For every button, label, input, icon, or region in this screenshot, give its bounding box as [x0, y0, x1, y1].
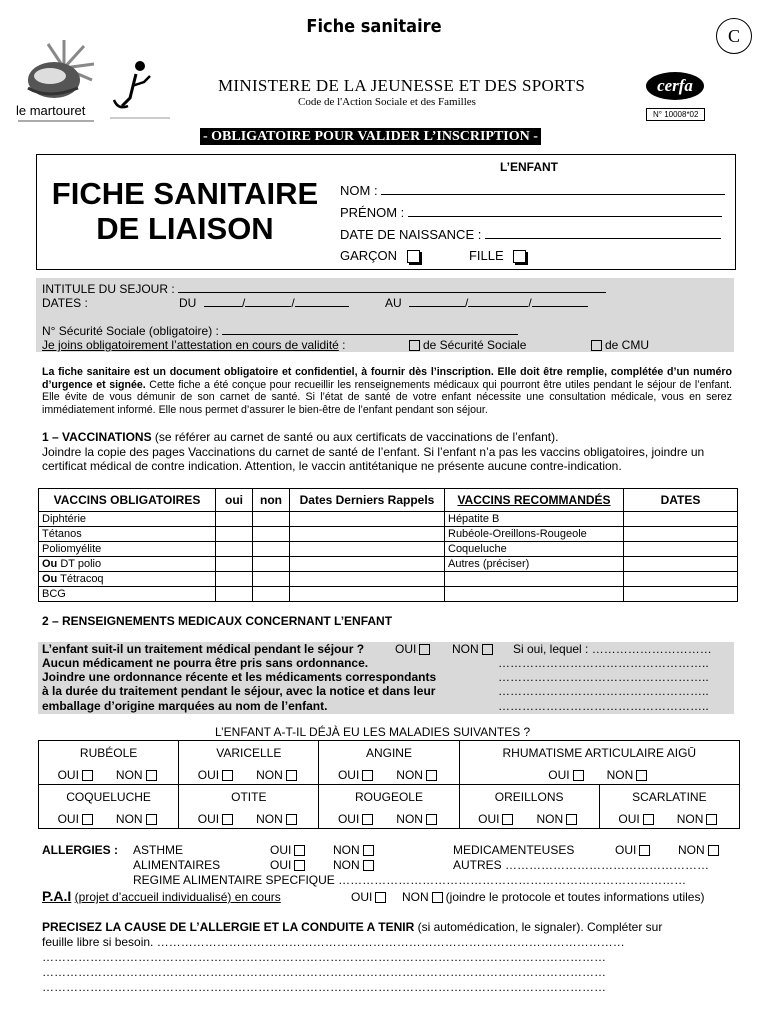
allergies-section: ALLERGIES : ASTHME OUI NON MEDICAMENTEUSES OUI NON ALIMENTAIRES OUI NON AUTRES …………………………………………… REGIME ALIMENTAIRE SPECFIQUE …………………………………………………………………………… — [42, 843, 742, 891]
maladie-non-checkbox[interactable] — [146, 770, 157, 781]
vaccin-date-cell[interactable] — [290, 557, 445, 572]
attestation-label: Je joins obligatoirement l’attestation en cours de validité — [42, 338, 339, 352]
vaccin-non-cell[interactable] — [253, 557, 290, 572]
si-oui-label: Si oui, lequel : — [513, 642, 589, 656]
traitement-question-row — [42, 642, 732, 656]
intitule-field[interactable] — [42, 282, 606, 296]
maladie-oui-checkbox[interactable] — [222, 814, 233, 825]
vaccin-recommande-date-cell[interactable] — [624, 542, 738, 557]
traitement-dots[interactable] — [498, 656, 709, 713]
maladie-oui-checkbox[interactable] — [222, 770, 233, 781]
intro-paragraph — [42, 366, 732, 416]
corner-circle-c — [716, 18, 752, 54]
vaccin-recommande-name: Coqueluche — [445, 542, 624, 557]
maladie-cell — [179, 785, 319, 829]
vaccin-date-cell[interactable] — [290, 587, 445, 602]
vaccin-non-cell[interactable] — [253, 587, 290, 602]
si-oui-dots[interactable]: ………………………… — [591, 642, 712, 656]
alim-non-checkbox[interactable] — [363, 860, 374, 871]
traitement-non-checkbox[interactable] — [482, 644, 493, 655]
autres-label: AUTRES — [453, 858, 502, 872]
asthme-label: ASTHME — [133, 843, 184, 857]
dots-line-3[interactable]: …………………………………………….. — [498, 684, 709, 699]
jeunesse-figure-icon — [104, 56, 174, 122]
alimentaires-label: ALIMENTAIRES — [133, 858, 221, 872]
allergies-label: ALLERGIES : — [42, 843, 119, 857]
maladie-name: RUBÉOLE — [79, 746, 138, 760]
prenom-line[interactable] — [408, 216, 722, 217]
maladie-oui-checkbox[interactable] — [362, 814, 373, 825]
cause-dots-2[interactable]: …………………………………………………………………………………………………………………………… — [42, 965, 606, 979]
vaccin-date-cell[interactable] — [290, 527, 445, 542]
cause-heading: PRECISEZ LA CAUSE DE L’ALLERGIE ET LA CONDUITE A TENIR — [42, 920, 415, 934]
maladie-oui-checkbox[interactable] — [362, 770, 373, 781]
dots-line-1[interactable]: …………………………………………….. — [498, 656, 709, 670]
vaccin-prefix: Ou — [42, 573, 58, 585]
warning-line-2: Joindre une ordonnance récente et les médicaments correspondants — [42, 670, 437, 685]
obligatory-banner: - OBLIGATOIRE POUR VALIDER L’INSCRIPTION - — [200, 128, 541, 145]
secu-checkbox[interactable] — [409, 340, 420, 351]
maladie-oui-non: OUI NON — [40, 812, 177, 826]
warning-line-1: Aucun médicament ne pourra être pris sans ordonnance. — [42, 656, 369, 670]
form-title-line2: DE LIAISON — [96, 211, 274, 246]
pai-non-checkbox[interactable] — [432, 892, 443, 903]
secu-line[interactable] — [222, 334, 518, 335]
vaccin-oui-cell[interactable] — [216, 512, 253, 527]
maladie-name: VARICELLE — [216, 746, 282, 760]
asthme-oui-checkbox[interactable] — [294, 845, 305, 856]
maladie-name: SCARLATINE — [632, 790, 707, 804]
maladie-non-checkbox[interactable] — [286, 814, 297, 825]
cause-line-2[interactable]: feuille libre si besoin. ……………………………………………………………………………………………………… — [42, 935, 625, 949]
maladie-oui-non: OUI NON — [320, 768, 457, 782]
opt-secu-label: de Sécurité Sociale — [423, 338, 527, 352]
vaccin-recommande-name: Hépatite B — [445, 512, 624, 527]
fille-label: FILLE — [468, 248, 504, 263]
cmu-checkbox[interactable] — [591, 340, 602, 351]
traitement-warning — [42, 656, 436, 713]
maladie-cell — [39, 741, 179, 785]
page-header-title: Fiche sanitaire — [306, 16, 442, 37]
vaccin-recommande-date-cell[interactable] — [624, 512, 738, 527]
vaccin-name: Tétracoq — [57, 573, 104, 585]
maladie-oui-checkbox[interactable] — [502, 814, 513, 825]
vaccin-non-cell[interactable] — [253, 527, 290, 542]
martouret-sun-icon — [18, 38, 98, 100]
maladie-oui-non: OUI NON — [461, 768, 738, 782]
vaccin-prefix: Ou — [42, 558, 58, 570]
cause-section — [42, 920, 742, 995]
dots-line-2[interactable]: …………………………………………….. — [498, 670, 709, 685]
vaccin-oui-cell[interactable] — [216, 542, 253, 557]
pai-label: P.A.I — [42, 888, 72, 904]
ministry-code: Code de l'Action Sociale et des Familles — [298, 96, 476, 108]
vaccin-row — [39, 527, 738, 542]
maladie-name: OREILLONS — [494, 790, 564, 804]
nom-field[interactable] — [340, 183, 730, 198]
vaccinations-section — [42, 430, 732, 474]
maladie-cell — [39, 785, 179, 829]
dates-field[interactable]: DATES : DU / / AU / / — [42, 296, 662, 310]
attestation-row — [42, 338, 732, 352]
vaccin-obligatoire-name — [39, 527, 216, 542]
warning-line-4: emballage d’origine marquées au nom de l’enfant. — [42, 698, 328, 713]
maladie-name: OTITE — [231, 790, 267, 804]
maladie-oui-non: OUI NON — [40, 768, 177, 782]
vaccin-recommande-date-cell[interactable] — [624, 572, 738, 587]
maladie-oui-non: OUI NON — [320, 812, 457, 826]
au-year-line[interactable] — [532, 306, 588, 307]
garcon-checkbox[interactable] — [407, 250, 420, 263]
sexe-field — [340, 248, 526, 263]
secu-field[interactable] — [42, 324, 518, 338]
pai-row: P.A.I (projet d’accueil individualisé) en cours OUI NON (joindre le protocole et toutes informations utiles) — [42, 888, 705, 904]
cerfa-logo — [646, 72, 704, 100]
maladie-cell — [599, 785, 739, 829]
intro-normal: Cette fiche a été conçue pour recueillir les renseignements médicaux qui pourront être utiles pendant le séjour de l’enfant. Elle évite de vous démunir de son carnet de santé. Si l’état de santé de votre enfant nécessite une consultation médicale, vous en serez immédiatement informé. Elle nous permet d’assurer le bien-être de l’enfant pendant son séjour. — [42, 378, 732, 416]
form-title-line1: FICHE SANITAIRE — [51, 176, 319, 211]
regime-dots[interactable]: …………………………………………………………………………… — [338, 873, 687, 887]
vaccin-name: Diphtérie — [42, 513, 87, 525]
autres-dots[interactable]: …………………………………………… — [505, 858, 710, 872]
maladie-oui-checkbox[interactable] — [82, 770, 93, 781]
au-label: AU — [385, 296, 402, 310]
dots-line-4[interactable]: …………………………………………….. — [498, 698, 709, 713]
corner-letter: C — [727, 26, 740, 46]
vaccin-recommande-date-cell[interactable] — [624, 557, 738, 572]
vaccin-recommande-name — [445, 572, 624, 587]
martouret-logo-text: le martouret — [16, 103, 86, 118]
vaccin-oui-cell[interactable] — [216, 572, 253, 587]
naissance-label: DATE DE NAISSANCE : — [340, 227, 482, 242]
cerfa-number: N° 10008*02 — [646, 108, 705, 121]
col-dates: DATES — [624, 489, 738, 512]
medic-non-checkbox[interactable] — [708, 845, 719, 856]
maladie-non-checkbox[interactable] — [286, 770, 297, 781]
vaccin-recommande-name: Rubéole-Oreillons-Rougeole — [445, 527, 624, 542]
vaccin-obligatoire-name — [39, 557, 216, 572]
vaccin-recommande-date-cell[interactable] — [624, 527, 738, 542]
col-vaccins-recommandes: VACCINS RECOMMANDÉS — [445, 489, 624, 512]
vaccin-name: Tétanos — [42, 528, 82, 540]
intro-bold: La fiche sanitaire est un document obligatoire et confidentiel, à fournir dès l’inscription. Elle doit être remplie, complétée d’un numéro d’urgence et signée. — [42, 366, 732, 391]
alim-oui-checkbox[interactable] — [294, 860, 305, 871]
intitule-label: INTITULE DU SEJOUR : — [42, 282, 175, 296]
intitule-line[interactable] — [178, 292, 606, 293]
vaccin-row — [39, 587, 738, 602]
col-non: non — [253, 489, 290, 512]
cause-dots-1[interactable]: …………………………………………………………………………………………………………………………… — [42, 950, 606, 964]
dates-label: DATES : — [42, 296, 88, 310]
maladie-non-checkbox[interactable] — [636, 770, 647, 781]
vaccin-row — [39, 542, 738, 557]
maladie-non-checkbox[interactable] — [146, 814, 157, 825]
attestation-colon: : — [338, 338, 346, 352]
traitement-question: L’enfant suit-il un traitement médical pendant le séjour ? — [42, 642, 365, 656]
secu-label: N° Sécurité Sociale (obligatoire) : — [42, 324, 219, 338]
fille-checkbox[interactable] — [513, 250, 526, 263]
du-year-line[interactable] — [295, 306, 349, 307]
maladie-name: ANGINE — [365, 746, 412, 760]
prenom-label: PRÉNOM : — [340, 205, 405, 220]
vaccin-non-cell[interactable] — [253, 572, 290, 587]
medical-heading: 2 – RENSEIGNEMENTS MEDICAUX CONCERNANT L’ENFANT — [42, 614, 393, 628]
form-title — [40, 176, 330, 246]
vaccin-oui-cell[interactable] — [216, 587, 253, 602]
vaccinations-note: (se référer au carnet de santé ou aux certificats de vaccinations de l’enfant). — [151, 430, 559, 444]
maladie-name: RHUMATISME ARTICULAIRE AIGŪ — [502, 746, 697, 760]
maladie-non-checkbox[interactable] — [426, 770, 437, 781]
maladie-name: ROUGEOLE — [354, 790, 423, 804]
maladie-oui-non: OUI NON — [180, 812, 317, 826]
vaccin-name: DT polio — [57, 558, 102, 570]
au-month-line[interactable] — [468, 306, 528, 307]
pai-oui-checkbox[interactable] — [375, 892, 386, 903]
medic-oui-checkbox[interactable] — [639, 845, 650, 856]
vaccin-non-cell[interactable] — [253, 512, 290, 527]
maladie-oui-non: OUI NON — [601, 812, 738, 826]
vaccin-name: Poliomyélite — [42, 543, 102, 555]
maladies-row-1 — [39, 741, 740, 785]
vaccin-recommande-name: Autres (préciser) — [445, 557, 624, 572]
warning-line-3: à la durée du traitement pendant le séjour, avec la notice et dans leur — [42, 684, 436, 699]
maladies-question: L’ENFANT A-T-IL DÉJÀ EU LES MALADIES SUIVANTES ? — [215, 725, 531, 739]
vaccin-date-cell[interactable] — [290, 542, 445, 557]
maladie-name: COQUELUCHE — [66, 790, 151, 804]
martouret-logo — [18, 38, 98, 122]
col-dates-rappels: Dates Derniers Rappels — [290, 489, 445, 512]
traitement-oui-label: OUI — [395, 642, 417, 656]
col-oui: oui — [216, 489, 253, 512]
maladie-cell — [179, 741, 319, 785]
vaccin-obligatoire-name — [39, 512, 216, 527]
enfant-heading: L’ENFANT — [500, 160, 559, 174]
prenom-field[interactable] — [340, 205, 730, 220]
asthme-non-checkbox[interactable] — [363, 845, 374, 856]
vaccin-oui-cell[interactable] — [216, 557, 253, 572]
vaccin-recommande-date-cell[interactable] — [624, 587, 738, 602]
vaccinations-text: Joindre la copie des pages Vaccinations du carnet de santé de l’enfant. Si l’enfant n’a pas les vaccins obligatoires, joindre un certificat médical de contre indication. Attention, le vaccin antitétanique ne présente aucune contre-indication. — [42, 444, 705, 473]
du-month-line[interactable] — [245, 306, 291, 307]
maladie-oui-non: OUI NON — [461, 812, 598, 826]
maladie-oui-non: OUI NON — [180, 768, 317, 782]
maladies-row-2 — [39, 785, 740, 829]
vaccin-row — [39, 557, 738, 572]
ministry-title: MINISTERE DE LA JEUNESSE ET DES SPORTS — [218, 76, 586, 95]
maladie-oui-checkbox[interactable] — [643, 814, 654, 825]
nom-label: NOM : — [340, 183, 378, 198]
opt-cmu-label: de CMU — [605, 338, 650, 352]
pai-desc: (projet d’accueil individualisé) en cours — [74, 890, 281, 904]
maladie-cell — [459, 785, 599, 829]
maladie-non-checkbox[interactable] — [706, 814, 717, 825]
au-day-line[interactable] — [409, 306, 465, 307]
vaccin-date-cell[interactable] — [290, 512, 445, 527]
vaccin-non-cell[interactable] — [253, 542, 290, 557]
maladies-table — [38, 740, 740, 829]
garcon-label: GARÇON — [340, 248, 398, 263]
traitement-oui-checkbox[interactable] — [419, 644, 430, 655]
vaccin-row — [39, 572, 738, 587]
naissance-field[interactable] — [340, 227, 730, 242]
vaccin-name: BCG — [42, 588, 66, 600]
cause-dots-3[interactable]: …………………………………………………………………………………………………………………………… — [42, 980, 606, 994]
maladie-oui-checkbox[interactable] — [82, 814, 93, 825]
vaccin-obligatoire-name — [39, 542, 216, 557]
maladie-non-checkbox[interactable] — [566, 814, 577, 825]
nom-line[interactable] — [381, 194, 725, 195]
maladie-oui-checkbox[interactable] — [573, 770, 584, 781]
cerfa-logo-text: cerfa — [657, 76, 693, 95]
maladie-cell — [319, 741, 459, 785]
naissance-line[interactable] — [485, 238, 721, 239]
maladie-non-checkbox[interactable] — [426, 814, 437, 825]
jeunesse-sports-logo — [104, 56, 174, 122]
traitement-non-label: NON — [452, 642, 479, 656]
vaccin-date-cell[interactable] — [290, 572, 445, 587]
vaccin-row — [39, 512, 738, 527]
vaccinations-heading: 1 – VACCINATIONS — [42, 430, 152, 444]
regime-label: REGIME ALIMENTAIRE SPECFIQUE — [133, 873, 335, 887]
pai-note: (joindre le protocole et toutes informations utiles) — [445, 890, 705, 904]
maladie-cell — [319, 785, 459, 829]
vaccin-obligatoire-name — [39, 572, 216, 587]
col-vaccins-obligatoires: VACCINS OBLIGATOIRES — [39, 489, 216, 512]
vaccins-table — [38, 488, 738, 602]
cause-note: (si automédication, le signaler). Compléter sur — [414, 920, 663, 934]
vaccin-recommande-name — [445, 587, 624, 602]
maladie-cell — [459, 741, 739, 785]
medicamenteuses-label: MEDICAMENTEUSES — [453, 843, 575, 857]
du-day-line[interactable] — [204, 306, 242, 307]
vaccin-oui-cell[interactable] — [216, 527, 253, 542]
vaccin-obligatoire-name — [39, 587, 216, 602]
du-label: DU — [179, 296, 197, 310]
